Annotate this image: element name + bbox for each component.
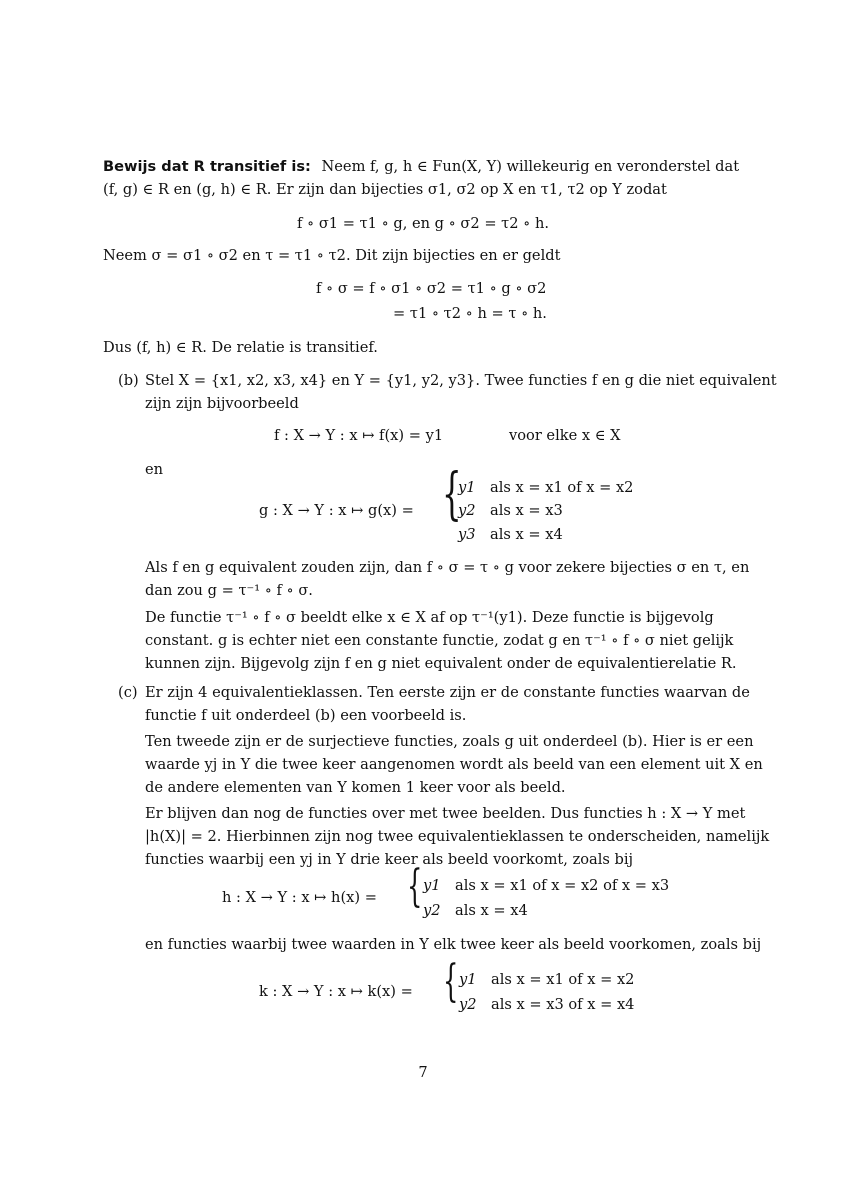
page-number: 7 (418, 1064, 428, 1081)
transitive-heading: Bewijs dat R transitief is: (103, 158, 311, 175)
k-case-2 (459, 993, 477, 1017)
transitive-line1-text: Neem f, g, h ∈ Fun(X, Y) willekeurig en veronderstel dat (321, 158, 740, 175)
part-b-p3-line-1: De functie τ⁻¹ ∘ f ∘ σ beeldt elke x ∈ X af op τ⁻¹(y1). Deze functie is bijgevolg (145, 609, 714, 626)
part-b-p3-line-3: kunnen zijn. Bijgevolg zijn f en g niet equivalent onder de equivalentierelatie R. (145, 655, 737, 672)
g-left-brace: { (442, 462, 462, 527)
g-case-2-value: y2 (458, 502, 476, 519)
part-c-p2-line-2: waarde yj in Y die twee keer aangenomen wordt als beeld van een element uit X en (145, 756, 763, 773)
k-case-2-condition: als x = x3 of x = x4 (491, 996, 635, 1013)
f-condition: voor elke x ∈ X (509, 427, 621, 444)
g-case-2 (458, 499, 476, 523)
h-case-1 (423, 874, 441, 898)
g-case-2-condition: als x = x3 (490, 502, 563, 519)
part-c-p1-line-1: Er zijn 4 equivalentieklassen. Ten eerste zijn er de constante functies waarvan de (145, 684, 750, 701)
k-case-1 (459, 968, 477, 992)
part-c-p2-line-1: Ten tweede zijn er de surjectieve functies, zoals g uit onderdeel (b). Hier is er een (145, 733, 754, 750)
h-case-2-value: y2 (423, 902, 441, 919)
g-case-3-value: y3 (458, 526, 476, 543)
equation-2a: f ∘ σ = f ∘ σ1 ∘ σ2 = τ1 ∘ g ∘ σ2 (316, 280, 547, 297)
h-definition-lhs: h : X → Y : x ↦ h(x) = (222, 889, 377, 906)
part-c-p3-line-3: functies waarbij een yj in Y drie keer als beeld voorkomt, zoals bij (145, 851, 634, 868)
part-b-label: (b) (118, 372, 139, 389)
part-c-p2-line-3: de andere elementen van Y komen 1 keer voor als beeld. (145, 779, 566, 796)
h-left-brace: { (407, 861, 423, 912)
g-case-1-condition: als x = x1 of x = x2 (490, 479, 634, 496)
f-definition: f : X → Y : x ↦ f(x) = y1 (274, 427, 444, 444)
h-case-1-value: y1 (423, 877, 441, 894)
part-c-p3-line-1: Er blijven dan nog de functies over met twee beelden. Dus functies h : X → Y met (145, 805, 746, 822)
part-c-p4: en functies waarbij twee waarden in Y elk twee keer als beeld voorkomen, zoals bij (145, 936, 762, 953)
h-case-2-condition: als x = x4 (455, 902, 528, 919)
h-case-2 (423, 899, 441, 923)
g-case-1-value: y1 (458, 479, 476, 496)
part-b-line-2: zijn zijn bijvoorbeeld (145, 395, 299, 412)
k-case-1-condition: als x = x1 of x = x2 (491, 971, 635, 988)
equation-1: f ∘ σ1 = τ1 ∘ g, en g ∘ σ2 = τ2 ∘ h. (296, 215, 550, 232)
part-c-label: (c) (118, 684, 138, 701)
k-case-1-value: y1 (459, 971, 477, 988)
part-b-p3-line-2: constant. g is echter niet een constante functie, zodat g en τ⁻¹ ∘ f ∘ σ niet gelijk (145, 632, 734, 649)
en-word: en (145, 461, 164, 478)
g-definition-lhs: g : X → Y : x ↦ g(x) = (259, 502, 414, 519)
part-c-p1-line-2: functie f uit onderdeel (b) een voorbeeld is. (145, 707, 467, 724)
g-case-3 (458, 523, 476, 547)
equation-2b: = τ1 ∘ τ2 ∘ h = τ ∘ h. (393, 305, 547, 322)
part-b-p2-line-2: dan zou g = τ⁻¹ ∘ f ∘ σ. (145, 582, 313, 599)
transitive-conclusion: Dus (f, h) ∈ R. De relatie is transitief. (103, 339, 378, 356)
transitive-line-1 (103, 155, 739, 179)
transitive-line-2: (f, g) ∈ R en (g, h) ∈ R. Er zijn dan bijecties σ1, σ2 op X en τ1, τ2 op Y zodat (103, 181, 667, 198)
h-case-1-condition: als x = x1 of x = x2 of x = x3 (455, 877, 670, 894)
part-c-p3-line-2: |h(X)| = 2. Hierbinnen zijn nog twee equivalentieklassen te onderscheiden, namelijk (145, 828, 770, 845)
part-b-line-1: Stel X = {x1, x2, x3, x4} en Y = {y1, y2, y3}. Twee functies f en g die niet equivalent (145, 372, 777, 389)
part-b-p2-line-1: Als f en g equivalent zouden zijn, dan f ∘ σ = τ ∘ g voor zekere bijecties σ en τ, en (145, 559, 750, 576)
g-case-1 (458, 476, 476, 500)
g-case-3-condition: als x = x4 (490, 526, 563, 543)
k-definition-lhs: k : X → Y : x ↦ k(x) = (259, 983, 413, 1000)
k-case-2-value: y2 (459, 996, 477, 1013)
k-left-brace: { (443, 956, 459, 1007)
transitive-line-3: Neem σ = σ1 ∘ σ2 en τ = τ1 ∘ τ2. Dit zijn bijecties en er geldt (103, 247, 561, 264)
